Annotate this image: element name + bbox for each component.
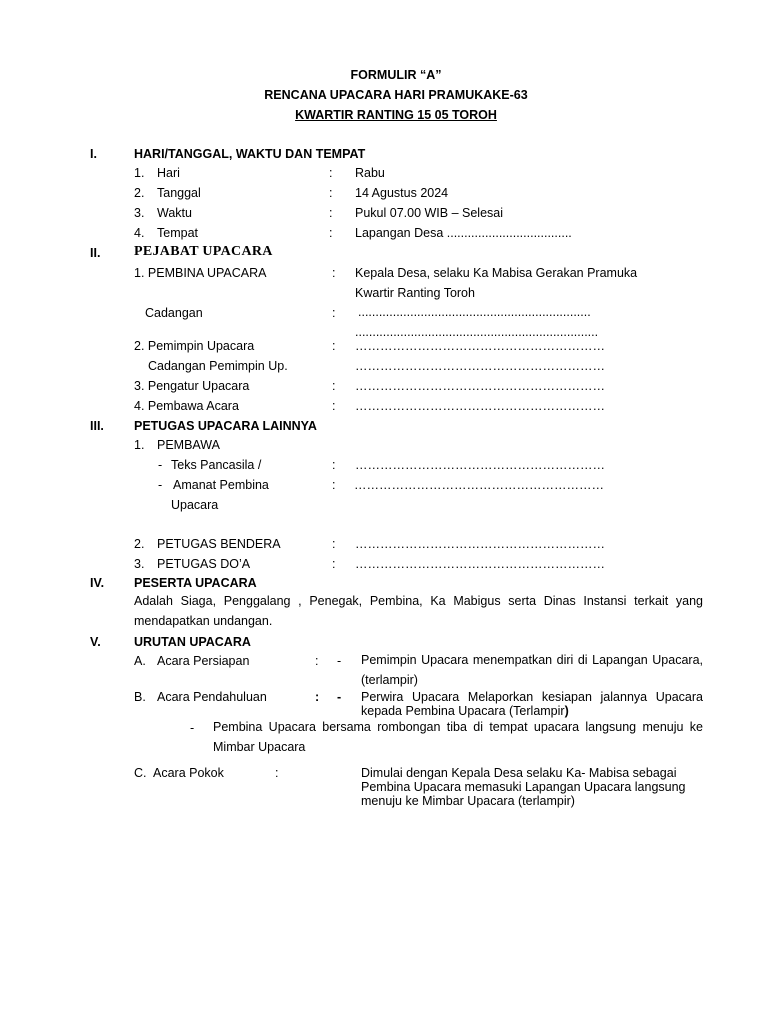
- colon: :: [329, 186, 333, 200]
- cadangan-pemimpin-label: Cadangan Pemimpin Up.: [148, 359, 288, 373]
- form-organization: KWARTIR RANTING 15 05 TOROH: [295, 108, 497, 122]
- pengatur-label: 3. Pengatur Upacara: [134, 379, 250, 393]
- teks-pancasila-label: Teks Pancasila /: [171, 458, 262, 472]
- colon: :: [332, 266, 336, 280]
- colon: :: [332, 537, 336, 551]
- pemimpin-blank: ……………………………………………………: [355, 339, 605, 353]
- section-1-title: HARI/TANGGAL, WAKTU DAN TEMPAT: [134, 147, 366, 161]
- pembawa-number: 1.: [134, 438, 145, 452]
- acara-pendahuluan-text-end: ): [564, 704, 569, 718]
- colon: :: [329, 166, 333, 180]
- item-tanggal-label: Tanggal: [157, 186, 201, 200]
- colon: :: [329, 206, 333, 220]
- section-3-title: PETUGAS UPACARA LAINNYA: [134, 419, 317, 433]
- petugas-bendera-blank: ……………………………………………………: [355, 537, 605, 551]
- colon: :: [332, 458, 336, 472]
- item-tempat-value: Lapangan Desa ....................................: [355, 226, 572, 240]
- dash: -: [190, 721, 195, 735]
- pembawa-label: PEMBAWA: [157, 438, 220, 452]
- amanat-pembina-label-continued: Upacara: [171, 498, 219, 512]
- section-1-number: I.: [90, 147, 97, 161]
- colon: :: [332, 306, 336, 320]
- dash: -: [158, 458, 163, 472]
- colon: :: [332, 379, 336, 393]
- dash: -: [158, 478, 163, 492]
- section-4-title: PESERTA UPACARA: [134, 576, 257, 590]
- petugas-bendera-label: PETUGAS BENDERA: [157, 537, 281, 551]
- colon: :: [275, 766, 279, 780]
- acara-pokok-label: Acara Pokok: [153, 766, 224, 780]
- acara-pendahuluan-text-main: Perwira Upacara Melaporkan kesiapan jalannya Upacara kepada Pembina Upacara (Terlampir: [361, 690, 703, 718]
- colon: :: [332, 339, 336, 353]
- item-waktu-number: 3.: [134, 206, 145, 220]
- pembina-arrival-text-content: Pembina Upacara bersama rombongan tiba di tempat upacara langsung menuju ke Mimbar Upacara: [213, 720, 703, 754]
- acara-pokok-text: Dimulai dengan Kepala Desa selaku Ka- Mabisa sebagai Pembina Upacara memasuki Lapangan Upacara langsung menuju ke Mimbar Upacara (terlampir): [361, 766, 686, 808]
- item-tanggal-number: 2.: [134, 186, 145, 200]
- colon: :: [315, 654, 319, 668]
- item-hari-label: Hari: [157, 166, 180, 180]
- amanat-pembina-blank: ……………………………………………………: [354, 478, 604, 492]
- pembina-arrival-text: [213, 718, 703, 757]
- acara-persiapan-label: Acara Persiapan: [157, 654, 250, 668]
- colon: :: [332, 478, 336, 492]
- pembawa-acara-blank: ……………………………………………………: [355, 399, 605, 413]
- petugas-bendera-number: 2.: [134, 537, 145, 551]
- pembawa-acara-label: 4. Pembawa Acara: [134, 399, 239, 413]
- colon: :: [329, 226, 333, 240]
- item-waktu-value: Pukul 07.00 WIB – Selesai: [355, 206, 503, 220]
- pembina-label: 1. PEMBINA UPACARA: [134, 266, 267, 280]
- petugas-doa-label: PETUGAS DO’A: [157, 557, 251, 571]
- petugas-doa-number: 3.: [134, 557, 145, 571]
- peserta-description: Adalah Siaga, Penggalang , Penegak, Pembina, Ka Mabigus serta Dinas Instansi terkait yang mendapatkan undangan.: [134, 594, 703, 628]
- teks-pancasila-blank: ……………………………………………………: [355, 458, 605, 472]
- item-tempat-label: Tempat: [157, 226, 198, 240]
- section-5-title: URUTAN UPACARA: [134, 635, 251, 649]
- dash: -: [337, 654, 342, 668]
- section-2-title: PEJABAT UPACARA: [134, 244, 273, 259]
- form-subtitle: RENCANA UPACARA HARI PRAMUKAKE-63: [264, 88, 528, 102]
- item-waktu-label: Waktu: [157, 206, 192, 220]
- dash: -: [337, 690, 342, 704]
- acara-pendahuluan-letter: B.: [134, 690, 146, 704]
- cadangan-pemimpin-blank: ……………………………………………………: [355, 359, 605, 373]
- acara-pendahuluan-label: Acara Pendahuluan: [157, 690, 267, 704]
- section-3-number: III.: [90, 419, 104, 433]
- section-5-number: V.: [90, 635, 101, 649]
- item-hari-value: Rabu: [355, 166, 385, 180]
- item-tempat-number: 4.: [134, 226, 145, 240]
- acara-pendahuluan-text: [361, 690, 703, 718]
- amanat-pembina-label: Amanat Pembina: [173, 478, 269, 492]
- colon: :: [332, 557, 336, 571]
- pembina-value: Kepala Desa, selaku Ka Mabisa Gerakan Pramuka: [355, 266, 638, 280]
- section-2-number: II.: [90, 246, 101, 260]
- pemimpin-label: 2. Pemimpin Upacara: [134, 339, 255, 353]
- pembina-value-continued: Kwartir Ranting Toroh: [355, 286, 475, 300]
- acara-persiapan-letter: A.: [134, 654, 146, 668]
- acara-persiapan-text: Pemimpin Upacara menempatkan diri di Lapangan Upacara, (terlampir): [361, 653, 703, 687]
- item-tanggal-value: 14 Agustus 2024: [355, 186, 449, 200]
- item-hari-number: 1.: [134, 166, 145, 180]
- cadangan-blank: ...................................................................: [358, 305, 591, 319]
- cadangan-label: Cadangan: [145, 306, 203, 320]
- section-4-number: IV.: [90, 576, 105, 590]
- petugas-doa-blank: ……………………………………………………: [355, 557, 605, 571]
- form-title: FORMULIR “A”: [350, 68, 442, 82]
- colon: :: [315, 690, 320, 704]
- cadangan-blank-2: ......................................................................: [355, 325, 599, 339]
- colon: :: [332, 399, 336, 413]
- pengatur-blank: ……………………………………………………: [355, 379, 605, 393]
- acara-pokok-letter: C.: [134, 766, 147, 780]
